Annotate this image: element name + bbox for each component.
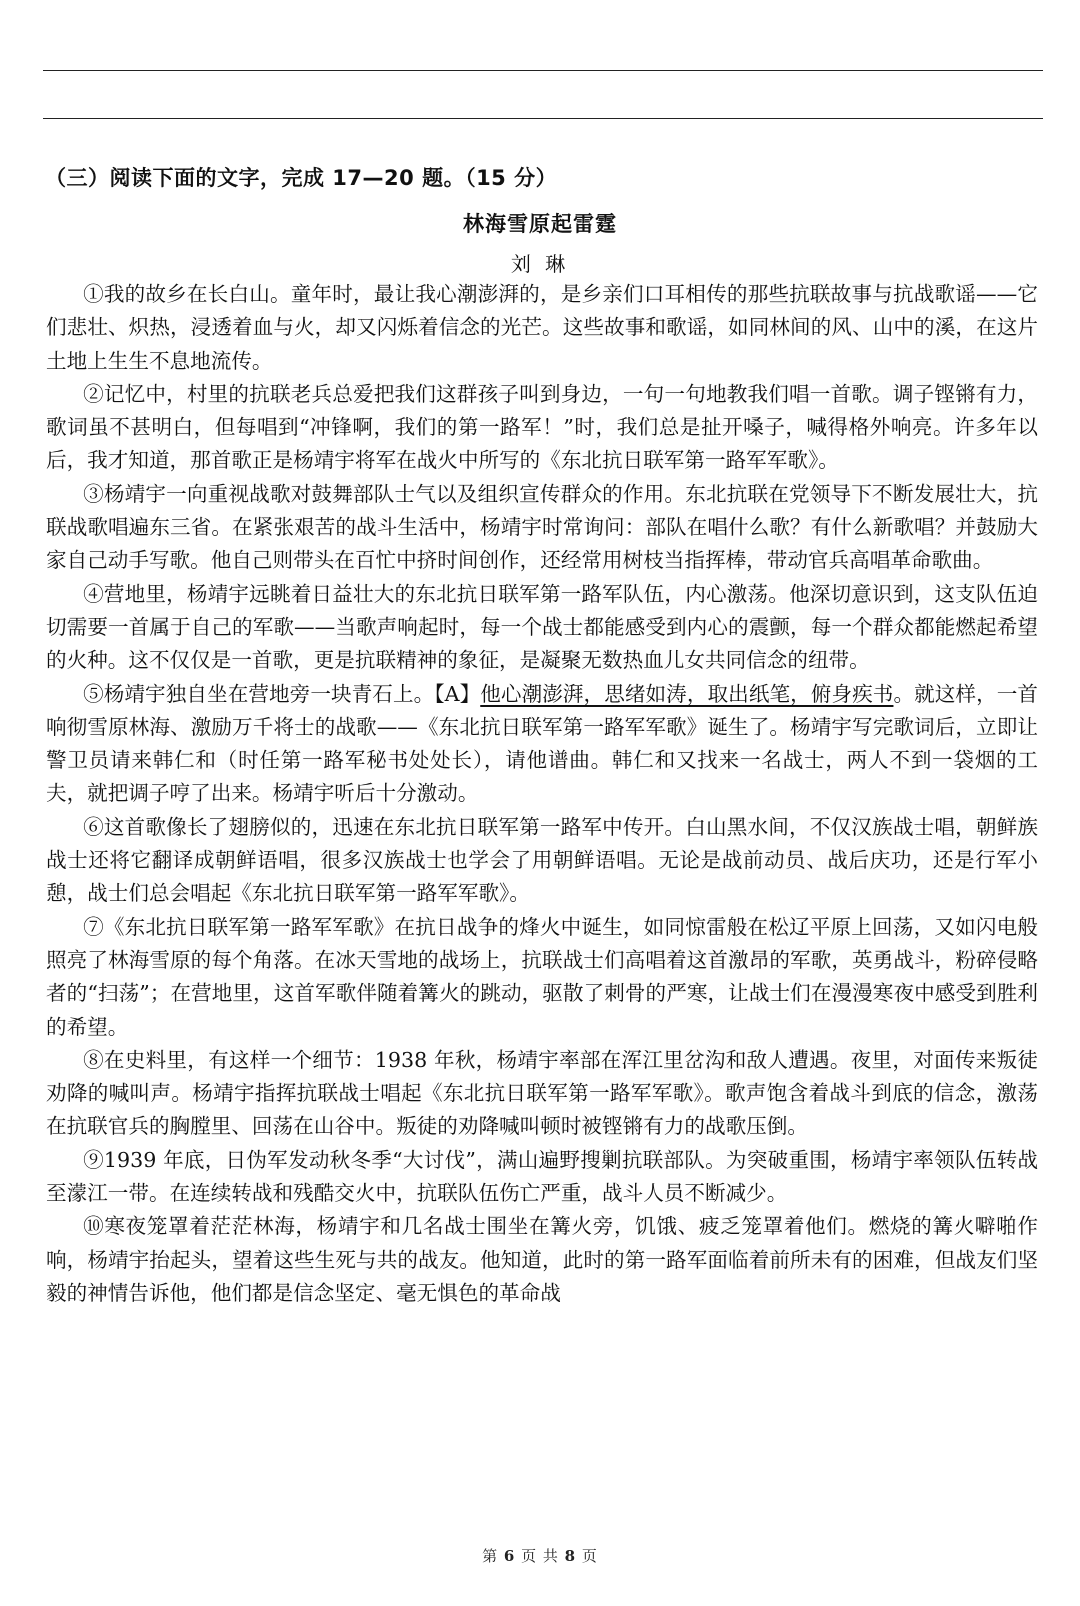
paragraph-5 bbox=[46, 678, 1038, 811]
paragraph-6: ⑥这首歌像长了翅膀似的，迅速在东北抗日联军第一路军中传开。白山黑水间，不仅汉族战士唱，朝鲜族战士还将它翻译成朝鲜语唱，很多汉族战士也学会了用朝鲜语唱。无论是战前动员、战后庆功，还是行军小憩，战士们总会唱起《东北抗日联军第一路军军歌》。 bbox=[46, 814, 1038, 906]
section-heading: （三）阅读下面的文字，完成 17—20 题。（15 分） bbox=[45, 166, 558, 190]
paragraph-5-start: ⑤杨靖宇独自坐在营地旁一块青石上。【A】 bbox=[83, 681, 481, 706]
paragraph-1: ①我的故乡在长白山。童年时，最让我心潮澎湃的，是乡亲们口耳相传的那些抗联故事与抗战歌谣——它们悲壮、炽热，浸透着血与火，却又闪烁着信念的光芒。这些故事和歌谣，如同林间的风、山中的溪，在这片土地上生生不息地流传。 bbox=[46, 282, 1038, 373]
article-body bbox=[46, 278, 1038, 1310]
paragraph-5-rest: 。就这样，一首响彻雪原林海、激励万千将士的战歌——《东北抗日联军第一路军军歌》诞生了。杨靖宇写完歌词后，立即让警卫员请来韩仁和（时任第一路军秘书处处长），请他谱曲。韩仁和又找来一名战士，两人不到一袋烟的工夫，就把调子哼了出来。杨靖宇听后十分激动。 bbox=[46, 681, 1039, 806]
paragraph-8: ⑧在史料里，有这样一个细节：1938 年秋，杨靖宇率部在浑江里岔沟和敌人遭遇。夜里，对面传来叛徒劝降的喊叫声。杨靖宇指挥抗联战士唱起《东北抗日联军第一路军军歌》。歌声饱含着战斗到底的信念，激荡在抗联官兵的胸膛里、回荡在山谷中。叛徒的劝降喊叫顿时被铿锵有力的战歌压倒。 bbox=[46, 1047, 1038, 1139]
paragraph-4: ④营地里，杨靖宇远眺着日益壮大的东北抗日联军第一路军队伍，内心激荡。他深切意识到，这支队伍迫切需要一首属于自己的军歌——当歌声响起时，每一个战士都能感受到内心的震颤，每一个群众都能燃起希望的火种。这不仅仅是一首歌，更是抗联精神的象征，是凝聚无数热血儿女共同信念的纽带。 bbox=[46, 581, 1038, 673]
article-author: 刘 琳 bbox=[510, 252, 570, 276]
paragraph-7: ⑦《东北抗日联军第一路军军歌》在抗日战争的烽火中诞生，如同惊雷般在松辽平原上回荡，又如闪电般照亮了林海雪原的每个角落。在冰天雪地的战场上，抗联战士们高唱着这首激昂的军歌，英勇战斗，粉碎侵略者的“扫荡”；在营地里，这首军歌伴随着篝火的跳动，驱散了刺骨的严寒，让战士们在漫漫寒夜中感受到胜利的希望。 bbox=[46, 914, 1038, 1039]
paragraph-3: ③杨靖宇一向重视战歌对鼓舞部队士气以及组织宣传群众的作用。东北抗联在党领导下不断发展壮大，抗联战歌唱遍东三省。在紧张艰苦的战斗生活中，杨靖宇时常询问：部队在唱什么歌？有什么新歌唱？并鼓励大家自己动手写歌。他自己则带头在百忙中挤时间创作，还经常用树枝当指挥棒，带动官兵高唱革命歌曲。 bbox=[46, 481, 1038, 573]
paragraph-2: ②记忆中，村里的抗联老兵总爱把我们这群孩子叫到身边，一句一句地教我们唱一首歌。调子铿锵有力，歌词虽不甚明白，但每唱到“冲锋啊，我们的第一路军！”时，我们总是扯开嗓子，喊得格外响亮。许多年以后，我才知道，那首歌正是杨靖宇将军在战火中所写的《东北抗日联军第一路军军歌》。 bbox=[46, 381, 1038, 473]
footer-middle: 页 共 bbox=[521, 1547, 559, 1565]
footer-total-pages: 8 bbox=[564, 1547, 577, 1565]
footer-page-number: 6 bbox=[503, 1547, 516, 1565]
article-title: 林海雪原起雷霆 bbox=[463, 212, 617, 236]
footer-prefix: 第 bbox=[482, 1547, 499, 1565]
answer-line-2 bbox=[43, 118, 1043, 119]
paragraph-9: ⑨1939 年底，日伪军发动秋冬季“大讨伐”，满山遍野搜剿抗联部队。为突破重围，杨靖宇率领队伍转战至濛江一带。在连续转战和残酷交火中，抗联队伍伤亡严重，战斗人员不断减少。 bbox=[46, 1147, 1038, 1206]
footer-suffix: 页 bbox=[581, 1547, 598, 1565]
underlined-sentence-a: 他心潮澎湃，思绪如涛，取出纸笔，俯身疾书 bbox=[480, 681, 894, 706]
page-footer bbox=[0, 1545, 1080, 1566]
answer-line-1 bbox=[43, 70, 1043, 71]
paragraph-10: ⑩寒夜笼罩着茫茫林海，杨靖宇和几名战士围坐在篝火旁，饥饿、疲乏笼罩着他们。燃烧的篝火噼啪作响，杨靖宇抬起头，望着这些生死与共的战友。他知道，此时的第一路军面临着前所未有的困难，但战友们坚毅的神情告诉他，他们都是信念坚定、毫无惧色的革命战 bbox=[46, 1214, 1038, 1305]
